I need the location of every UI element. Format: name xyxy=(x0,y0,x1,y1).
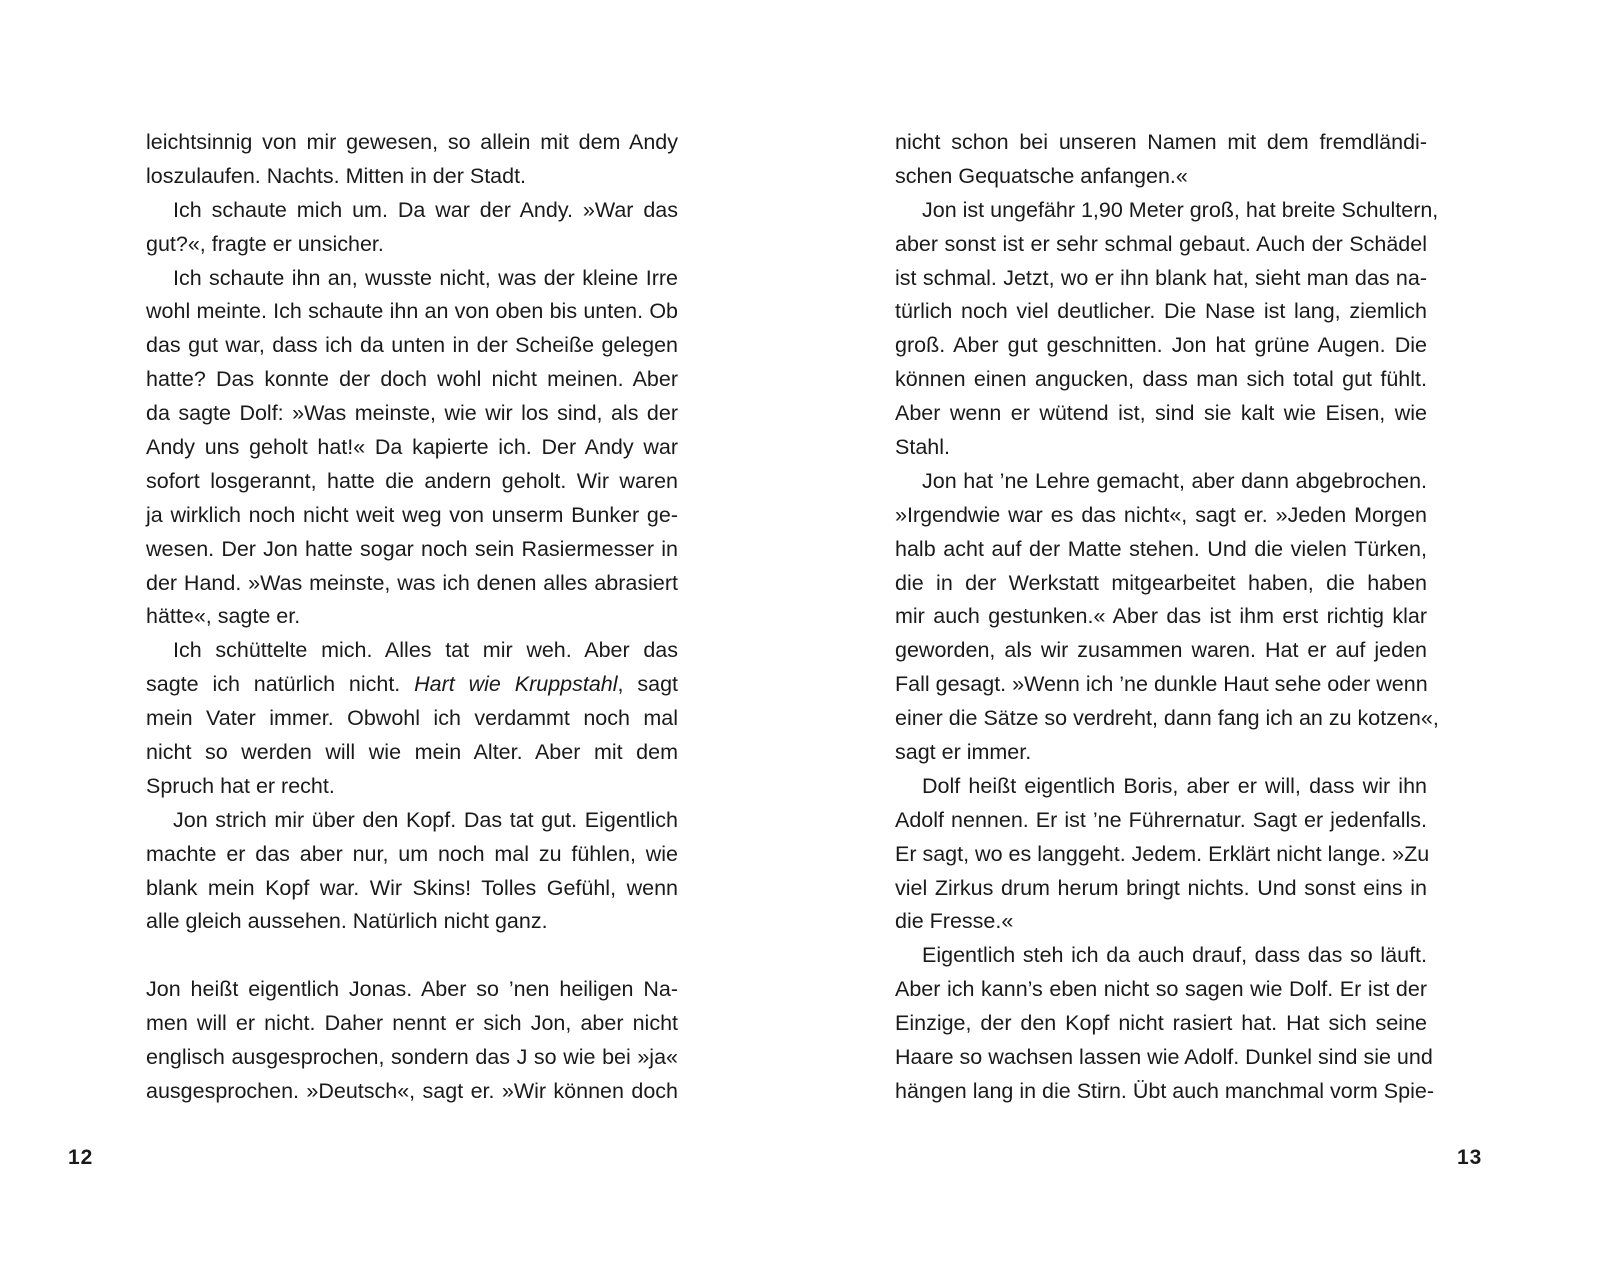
text-line: englisch ausgesprochen, sondern das J so wie bei »ja« xyxy=(146,1045,678,1070)
page-number: 12 xyxy=(68,1146,94,1169)
text-line: ist schmal. Jetzt, wo er ihn blank hat, sieht man das na- xyxy=(895,265,1427,290)
text-line: Andy uns geholt hat!« Da kapierte ich. Der Andy war xyxy=(146,435,678,460)
text-line: mir auch gestunken.« Aber das ist ihm erst richtig klar xyxy=(895,604,1427,629)
text-line: »Irgendwie war es das nicht«, sagt er. »Jeden Morgen xyxy=(895,502,1427,527)
text-line: sofort losgerannt, hatte die andern geholt. Wir waren xyxy=(146,468,678,493)
text-line: Ich schüttelte mich. Alles tat mir weh. Aber das xyxy=(173,638,678,663)
text-line: schen Gequatsche anfangen.« xyxy=(895,163,1188,188)
text-line: Er sagt, wo es langgeht. Jedem. Erklärt nicht lange. »Zu xyxy=(895,841,1430,866)
text-line: Adolf nennen. Er ist ’ne Führernatur. Sagt er jedenfalls. xyxy=(895,807,1427,832)
text-line: Jon hat ’ne Lehre gemacht, aber dann abgebrochen. xyxy=(922,468,1427,493)
text-line: Aber ich kann’s eben nicht so sagen wie Dolf. Er ist der xyxy=(895,977,1427,1002)
text-line: ja wirklich noch nicht weit weg von unserm Bunker ge- xyxy=(146,502,678,527)
right-page-text xyxy=(895,126,1439,1109)
italic-phrase: Hart wie Kruppstahl xyxy=(414,672,618,697)
text-line: men will er nicht. Daher nennt er sich Jon, aber nicht xyxy=(146,1011,678,1036)
text-line: geworden, als wir zusammen waren. Hat er auf jeden xyxy=(895,638,1427,663)
text-line: hatte? Das konnte der doch wohl nicht meinen. Aber xyxy=(146,367,678,392)
text-line: halb acht auf der Matte stehen. Und die vielen Türken, xyxy=(895,536,1427,561)
text-line: Fall gesagt. »Wenn ich ’ne dunkle Haut sehe oder wenn xyxy=(895,672,1428,697)
text-line: gut?«, fragte er unsicher. xyxy=(146,231,384,256)
left-page-text xyxy=(146,126,678,1109)
text-line: machte er das aber nur, um noch mal zu fühlen, wie xyxy=(146,841,678,866)
page-number: 13 xyxy=(1457,1146,1483,1169)
text-line: wesen. Der Jon hatte sogar noch sein Rasiermesser in xyxy=(146,536,678,561)
text-fragment: sagte ich natürlich nicht. xyxy=(146,672,401,697)
text-line: Jon heißt eigentlich Jonas. Aber so ’nen heiligen Na- xyxy=(146,977,678,1002)
text-line: hängen lang in die Stirn. Übt auch manchmal vorm Spie- xyxy=(895,1078,1434,1103)
text-line: der Hand. »Was meinste, was ich denen alles abrasiert xyxy=(146,570,678,595)
text-line: nicht schon bei unseren Namen mit dem fremdländi- xyxy=(895,130,1427,154)
text-line: Spruch hat er recht. xyxy=(146,773,335,798)
text-line: Ich schaute ihn an, wusste nicht, was der kleine Irre xyxy=(173,265,678,290)
text-line: wohl meinte. Ich schaute ihn an von oben bis unten. Ob xyxy=(146,299,678,324)
text-line: können einen angucken, dass man sich total gut fühlt. xyxy=(895,367,1427,392)
text-line: türlich noch viel deutlicher. Die Nase ist lang, ziemlich xyxy=(895,299,1427,324)
text-line: Dolf heißt eigentlich Boris, aber er will, dass wir ihn xyxy=(922,773,1427,798)
text-line: die in der Werkstatt mitgearbeitet haben, die haben xyxy=(895,570,1427,595)
text-line: die Fresse.« xyxy=(895,909,1014,934)
text-line: einer die Sätze so verdreht, dann fang ich an zu kotzen«, xyxy=(895,706,1439,731)
text-line: aber sonst ist er sehr schmal gebaut. Auch der Schädel xyxy=(895,231,1427,256)
text-fragment: , sagt xyxy=(617,672,678,697)
text-line: sagt er immer. xyxy=(895,740,1032,765)
text-line: Einzige, der den Kopf nicht rasiert hat. Hat sich seine xyxy=(895,1011,1427,1036)
section-break xyxy=(146,939,678,973)
text-line: mein Vater immer. Obwohl ich verdammt noch mal xyxy=(146,706,678,731)
text-line: das gut war, dass ich da unten in der Scheiße gelegen xyxy=(146,333,678,358)
text-line: leichtsinnig von mir gewesen, so allein mit dem Andy xyxy=(146,130,678,154)
text-line: Aber wenn er wütend ist, sind sie kalt wie Eisen, wie xyxy=(895,401,1427,426)
text-line: hätte«, sagte er. xyxy=(146,604,301,629)
text-line: Jon strich mir über den Kopf. Das tat gut. Eigentlich xyxy=(173,807,678,832)
text-line: groß. Aber gut geschnitten. Jon hat grüne Augen. Die xyxy=(895,333,1427,358)
text-line: loszulaufen. Nachts. Mitten in der Stadt. xyxy=(146,163,527,188)
text-line: Jon ist ungefähr 1,90 Meter groß, hat breite Schultern, xyxy=(922,197,1439,222)
text-line: Stahl. xyxy=(895,435,950,460)
text-line: nicht so werden will wie mein Alter. Aber mit dem xyxy=(146,740,678,765)
text-line: blank mein Kopf war. Wir Skins! Tolles Gefühl, wenn xyxy=(146,875,678,900)
text-line: Eigentlich steh ich da auch drauf, dass das so läuft. xyxy=(922,943,1427,968)
text-line: alle gleich aussehen. Natürlich nicht ganz. xyxy=(146,909,548,934)
text-line xyxy=(146,668,678,702)
text-line: Haare so wachsen lassen wie Adolf. Dunkel sind sie und xyxy=(895,1045,1433,1070)
text-line: da sagte Dolf: »Was meinste, wie wir los sind, als der xyxy=(146,401,678,426)
right-page xyxy=(800,0,1600,1274)
text-line: ausgesprochen. »Deutsch«, sagt er. »Wir können doch xyxy=(146,1078,678,1103)
text-line: viel Zirkus drum herum bringt nichts. Und sonst eins in xyxy=(895,875,1427,900)
text-line: Ich schaute mich um. Da war der Andy. »War das xyxy=(173,197,678,222)
